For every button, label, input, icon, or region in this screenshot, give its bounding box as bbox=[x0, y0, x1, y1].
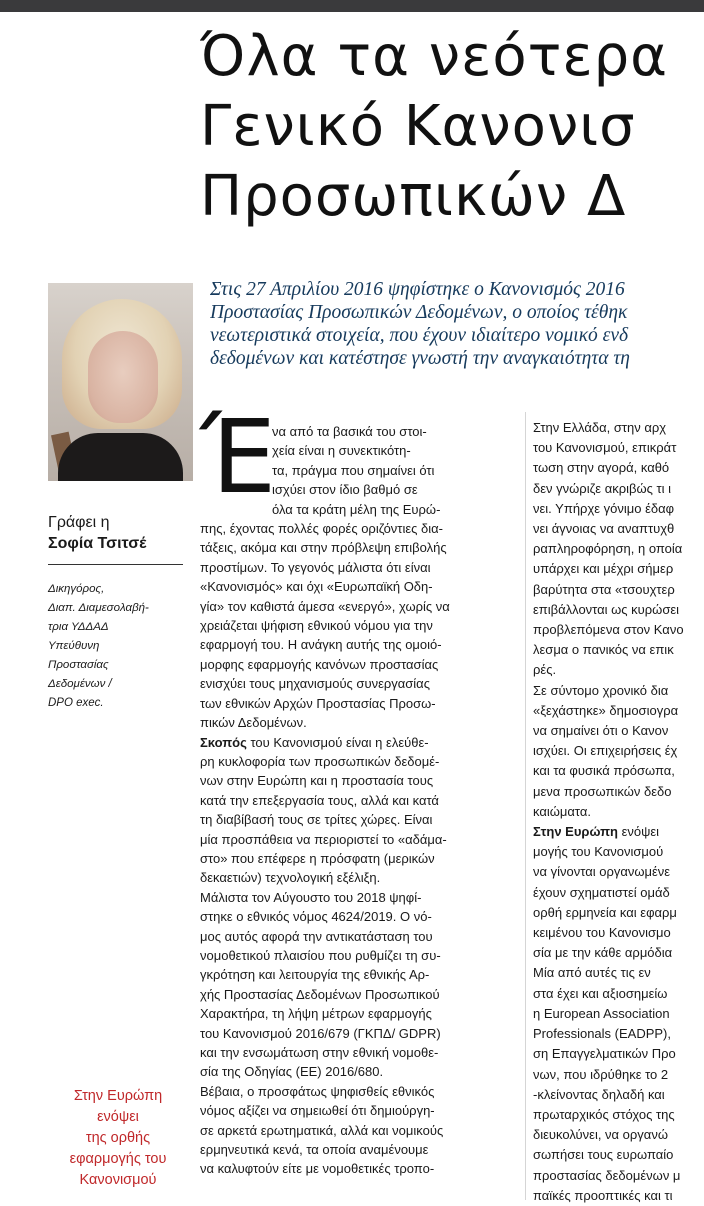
body-line: χρειάζεται ψήφιση εθνικού νόμου για την bbox=[200, 618, 433, 634]
body-line: μορφης εφαρμογής κανόνων προστασίας bbox=[200, 656, 439, 672]
pull-quote-line: ενόψει bbox=[97, 1109, 139, 1125]
body-line: νομοθετικού πλαισίου που ρυθμίζει τη συ- bbox=[200, 947, 441, 963]
headline-line: Γενικό Κανονισ bbox=[200, 94, 636, 159]
body-line: να από τα βασικά του στοι- bbox=[272, 424, 427, 439]
body-line: «Κανονισμός» και όχι «Ευρωπαϊκή Οδη- bbox=[200, 579, 433, 595]
article-lede bbox=[210, 278, 704, 370]
body-line: Μία από αυτές τις εν bbox=[533, 965, 651, 981]
bio-line: Υπεύθυνη bbox=[48, 640, 100, 652]
body-line: ραπληροφόρηση, η οποία bbox=[533, 541, 683, 557]
pull-quote-line: Κανονισμού bbox=[79, 1172, 157, 1188]
body-text: του Κανονισμού είναι η ελεύθε- bbox=[246, 734, 429, 750]
body-line: νει άγνοιας να αναπτυχθ bbox=[533, 521, 675, 537]
body-line: προστασίας δεδομένων μ bbox=[533, 1167, 681, 1183]
body-line: να γίνονται οργανωμένε bbox=[533, 864, 671, 880]
body-text: ενόψει bbox=[617, 824, 660, 840]
headline-line: Προσωπικών Δ bbox=[200, 164, 627, 229]
column-divider bbox=[525, 412, 526, 1200]
body-line: του Κανονισμού, επικράτ bbox=[533, 440, 677, 456]
body-line: ρη κυκλοφορία των προσωπικών δεδομέ- bbox=[200, 753, 440, 769]
body-line: νει. Υπήρχε γόνιμο έδαφ bbox=[533, 500, 675, 516]
body-line: «ξεχάστηκε» δημοσιογρα bbox=[533, 702, 679, 718]
body-line: και την ενσωμάτωση στην εθνική νομοθε- bbox=[200, 1045, 439, 1060]
pull-quote-line: της ορθής bbox=[85, 1130, 151, 1146]
body-line: όλα τα κράτη μέλη της Ευρώ- bbox=[272, 501, 441, 517]
body-line: χής Προστασίας Δεδομένων Προσωπικού bbox=[200, 986, 440, 1002]
article-headline bbox=[200, 22, 704, 232]
body-line: Σε σύντομο χρονικό δια bbox=[533, 682, 669, 698]
bio-line: DPO exec. bbox=[48, 697, 104, 709]
body-line: πης, έχοντας πολλές φορές οριζόντιες δια- bbox=[200, 521, 443, 537]
body-line: μία προσπάθεια να περιοριστεί το «αδάμα- bbox=[200, 831, 447, 847]
body-line: υπάρχει και μέχρι σήμερ bbox=[533, 561, 674, 577]
body-column-2 bbox=[533, 418, 704, 1206]
bio-line: Διαπ. Διαμεσολαβή- bbox=[48, 602, 149, 614]
body-line: σωπήσει τους ευρωπαίο bbox=[533, 1147, 674, 1163]
body-line: έχουν σχηματιστεί ομάδ bbox=[533, 884, 670, 900]
byline-prefix: Γράφει η bbox=[48, 514, 110, 531]
body-line: στα έχει και αξιοσημείω bbox=[533, 985, 668, 1001]
body-line: επιβάλλονται ως κυρώσει bbox=[533, 601, 680, 617]
body-line: νόμος αξίζει να σημειωθεί ότι δημιούργη- bbox=[200, 1103, 435, 1119]
body-line: ση Επαγγελματικών Προ bbox=[533, 1046, 676, 1062]
body-line: μενα προσωπικών δεδο bbox=[533, 783, 672, 799]
body-line: να σημαίνει ότι ο Κανον bbox=[533, 723, 669, 739]
body-line: να καλυφτούν είτε με νομοθετικές τροπο- bbox=[200, 1161, 435, 1177]
body-line: κειμένου του Κανονισμο bbox=[533, 925, 671, 941]
body-line: γία» τον καθιστά άμεσα «ενεργό», χωρίς να bbox=[200, 598, 450, 614]
body-line: προβλεπόμενα στον Κανο bbox=[533, 622, 684, 638]
body-line: διευκολύνει, να οργανώ bbox=[533, 1127, 668, 1143]
author-byline bbox=[48, 512, 183, 554]
body-line: χεία είναι η συνεκτικότη- bbox=[272, 443, 411, 459]
body-line: σε αρκετά ερωτηματικά, αλλά και νομικούς bbox=[200, 1122, 444, 1138]
body-line: κατά την επεξεργασία τους, αλλά και κατά bbox=[200, 792, 439, 808]
body-line: παϊκές προοπτικές και τι bbox=[533, 1187, 673, 1203]
body-line: των εθνικών Αρχών Προστασίας Προσω- bbox=[200, 695, 436, 711]
lede-line: Προστασίας Προσωπικών Δεδομένων, ο οποίος τέθηκ bbox=[210, 302, 628, 323]
body-line bbox=[200, 733, 520, 752]
body-line: -κλείνοντας δηλαδή και bbox=[533, 1086, 665, 1102]
body-line: ισχύει στον ίδιο βαθμό σε bbox=[272, 482, 418, 498]
body-line: βαρύτητα στα «τσουχτερ bbox=[533, 581, 675, 597]
body-line: προστίμων. Το γεγονός μάλιστα ότι είναι bbox=[200, 559, 431, 575]
body-line: μος αυτός αφορά την αντικατάσταση του bbox=[200, 928, 433, 944]
body-line: του Κανονισμού 2016/679 (ΓΚΠΔ/ GDPR) bbox=[200, 1025, 441, 1041]
body-line: δεν γνώριζε ακριβώς τι ι bbox=[533, 480, 672, 496]
lede-line: νεωτεριστικά στοιχεία, που έχουν ιδιαίτερο νομικό ενδ bbox=[210, 325, 629, 346]
body-line: στηκε ο εθνικός νόμος 4624/2019. Ο νό- bbox=[200, 909, 432, 925]
body-line: η European Association bbox=[533, 1005, 670, 1021]
body-line: Μάλιστα τον Αύγουστο του 2018 ψηφί- bbox=[200, 889, 422, 905]
body-line: πικών Δεδομένων. bbox=[200, 715, 307, 731]
body-line: Βέβαια, ο προσφάτως ψηφισθείς εθνικός bbox=[200, 1083, 435, 1099]
lede-line: Στις 27 Απριλίου 2016 ψηφίστηκε ο Κανονισμός 2016 bbox=[210, 279, 625, 300]
body-line: εφαρμογή του. Η ανάγκη αυτής της ομοιό- bbox=[200, 637, 442, 653]
author-name: Σοφία Τσιτσέ bbox=[48, 535, 147, 552]
body-line: σία της Οδηγίας (ΕΕ) 2016/680. bbox=[200, 1064, 384, 1080]
bio-line: Προστασίας bbox=[48, 659, 109, 671]
author-photo bbox=[48, 283, 193, 481]
body-line: ρές. bbox=[533, 662, 557, 678]
body-line: στο» που επέφερε η πρόσφατη (μερικών bbox=[200, 850, 435, 866]
body-line: λεσμα ο πανικός να επικ bbox=[533, 642, 674, 658]
body-line: σία με την κάθε αρμόδια bbox=[533, 945, 673, 961]
top-color-bar bbox=[0, 0, 704, 12]
byline-rule bbox=[48, 564, 183, 565]
body-line: Στην Ελλάδα, στην αρχ bbox=[533, 420, 667, 435]
body-line: μογής του Κανονισμού bbox=[533, 844, 664, 860]
lede-line: δεδομένων και κατέστησε γνωστή την αναγκαιότητα τη bbox=[210, 348, 630, 369]
body-line: τα, πράγμα που σημαίνει ότι bbox=[272, 462, 435, 478]
body-line: ισχύει. Οι επιχειρήσεις έχ bbox=[533, 743, 678, 759]
headline-line: Όλα τα νεότερα bbox=[200, 24, 669, 89]
body-line: δεκαετιών) τεχνολογική εξέλιξη. bbox=[200, 870, 381, 886]
body-line: νων, που ιδρύθηκε το 2 bbox=[533, 1066, 669, 1082]
body-line: τη διαβίβασή τους σε τρίτες χώρες. Είναι bbox=[200, 812, 433, 828]
body-line: τάξεις, ακόμα και στην πρόβλεψη επιβολής bbox=[200, 540, 447, 556]
body-line: γκρότηση και λειτουργία της εθνικής Αρ- bbox=[200, 967, 430, 983]
bio-line: Δεδομένων / bbox=[48, 678, 112, 690]
body-line: ορθή ερμηνεία και εφαρμ bbox=[533, 904, 677, 920]
body-line: και τα φυσικά πρόσωπα, bbox=[533, 763, 675, 779]
pull-quote-line: Στην Ευρώπη bbox=[73, 1088, 163, 1104]
body-line: πρωταρχικός στόχος της bbox=[533, 1106, 675, 1122]
drop-cap: Έ bbox=[200, 398, 277, 517]
author-bio bbox=[48, 580, 183, 713]
body-line: Χαρακτήρα, τη λήψη μέτρων εφαρμογής bbox=[200, 1006, 432, 1022]
body-column-1 bbox=[200, 422, 520, 1179]
body-line: Professionals (EADPP), bbox=[533, 1026, 671, 1042]
pull-quote-line: εφαρμογής του bbox=[69, 1151, 167, 1167]
body-line: καιώματα. bbox=[533, 803, 591, 819]
keyword-lead: Σκοπός bbox=[200, 734, 247, 750]
body-line bbox=[533, 822, 704, 842]
pull-quote bbox=[48, 1086, 188, 1191]
body-line: ενισχύει τους μηχανισμούς συνεργασίας bbox=[200, 676, 430, 692]
body-line: νων στην Ευρώπη και η προστασία τους bbox=[200, 773, 434, 789]
bio-line: Δικηγόρος, bbox=[48, 583, 105, 595]
body-line: τωση στην αγορά, καθό bbox=[533, 460, 670, 476]
body-line: ερμηνευτικά κενά, τα οποία αναμένουμε bbox=[200, 1142, 429, 1158]
keyword-lead: Στην Ευρώπη bbox=[533, 824, 618, 840]
bio-line: τρια ΥΔΔΑΔ bbox=[48, 621, 109, 633]
